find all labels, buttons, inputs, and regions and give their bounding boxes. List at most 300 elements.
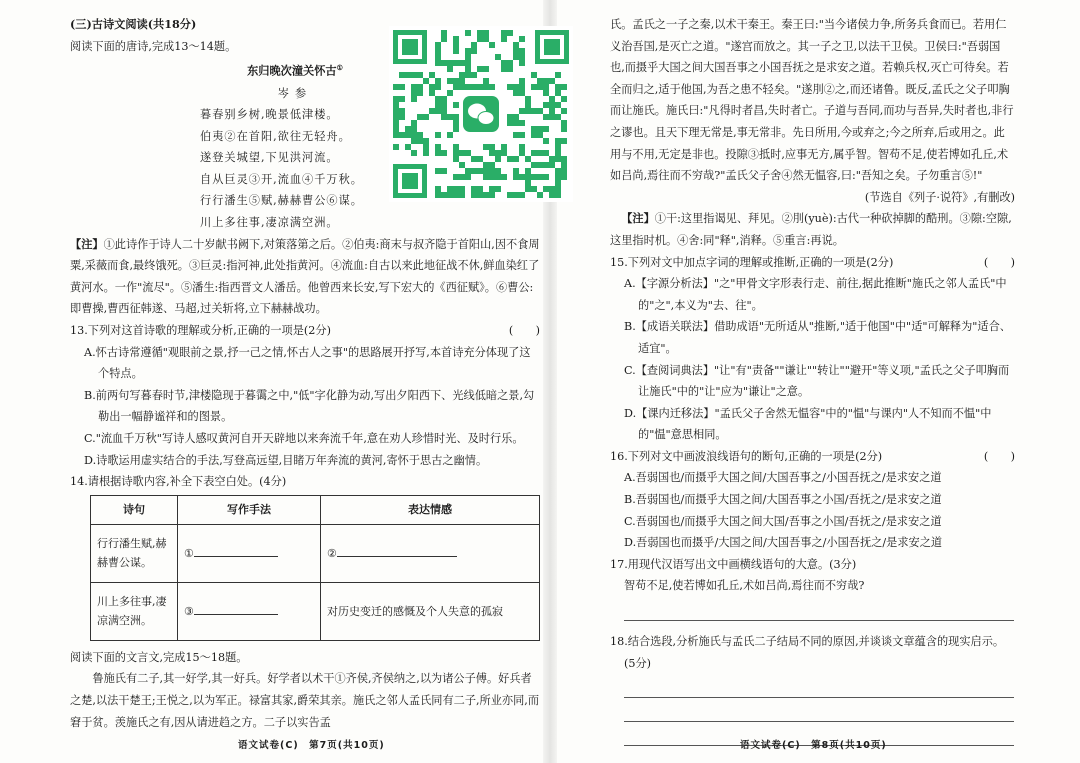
qr-module (519, 48, 525, 54)
qr-module (555, 72, 561, 78)
qr-module (495, 156, 501, 162)
qr-module (459, 84, 465, 90)
qr-module (519, 132, 525, 138)
qr-module (423, 138, 429, 144)
qr-module (519, 90, 525, 96)
qr-finder-top-left (393, 30, 427, 64)
qr-module (549, 114, 555, 120)
qr-module (543, 162, 549, 168)
qr-finder-top-right (535, 30, 569, 64)
poem-intro: 阅读下面的唐诗,完成13～14题。 (70, 39, 237, 53)
question-14: 14.请根据诗歌内容,补全下表空白处。(4分) (70, 475, 287, 489)
qr-module (507, 30, 513, 36)
qr-module (531, 132, 537, 138)
table-cell-blank-3[interactable]: ③ (178, 582, 321, 640)
qr-module (549, 156, 555, 162)
qr-module (525, 108, 531, 114)
qr-module (471, 72, 477, 78)
qr-module (447, 66, 453, 72)
poem-line: 行行潘生⑤赋,赫赫曹公⑥谋。 (200, 194, 363, 208)
qr-module (531, 162, 537, 168)
qr-module (537, 150, 543, 156)
qr-module (453, 102, 459, 108)
q16-option-c[interactable]: C.吾弱国也/而摄乎大国之间大国/吾事之小国/吾抚之/是求安之道 (624, 514, 942, 528)
q16-option-d[interactable]: D.吾弱国也而摄乎/大国之间/大国吾事之/小国吾抚之/是求安之道 (624, 536, 943, 550)
qr-module (411, 126, 417, 132)
qr-module (423, 150, 429, 156)
qr-module (555, 186, 561, 192)
qr-module (549, 192, 555, 198)
qr-module (483, 84, 489, 90)
qr-module (513, 120, 519, 126)
qr-module (459, 150, 465, 156)
qr-module (555, 138, 561, 144)
qr-module (489, 144, 495, 150)
source-note: (节选自《列子·说符》,有删改) (864, 190, 1015, 204)
qr-module (435, 192, 441, 198)
qr-module (459, 78, 465, 84)
qr-module (465, 174, 471, 180)
qr-module (465, 54, 471, 60)
qr-module (555, 156, 561, 162)
qr-module (561, 126, 567, 132)
question-16 (610, 446, 1015, 468)
qr-module (489, 168, 495, 174)
qr-module (555, 174, 561, 180)
table-cell-blank-2[interactable]: ② (321, 524, 540, 582)
qr-module (447, 186, 453, 192)
qr-module (495, 54, 501, 60)
question-17: 17.用现代汉语写出文中画横线语句的大意。(3分) (610, 557, 857, 571)
qr-module (507, 66, 513, 72)
qr-module (459, 60, 465, 66)
qr-module (519, 144, 525, 150)
qr-module (525, 156, 531, 162)
qr-module (435, 60, 441, 66)
qr-module (549, 102, 555, 108)
q15-option-b[interactable]: B.【成语关联法】借助成语"无所适从"推断,"适于他国"中"适"可解释为"适合、适宜"。 (624, 320, 1011, 355)
qr-module (531, 150, 537, 156)
qr-module (453, 156, 459, 162)
qr-module (465, 168, 471, 174)
qr-module (441, 192, 447, 198)
qr-module (537, 78, 543, 84)
qr-module (411, 90, 417, 96)
qr-module (417, 72, 423, 78)
q13-answer-bracket[interactable]: ( ) (508, 324, 540, 338)
qr-module (417, 132, 423, 138)
poem-line: 遂登关城望,下见洪河流。 (200, 151, 339, 165)
qr-module (465, 84, 471, 90)
qr-module (465, 30, 471, 36)
qr-module (459, 174, 465, 180)
qr-module (513, 84, 519, 90)
table-cell-line: 川上多往事,凄凉满空洲。 (91, 582, 178, 640)
q15-stem: 15.下列对文中加点字词的理解或推断,正确的一项是(2分) (610, 255, 894, 269)
qr-module (507, 120, 513, 126)
qr-module (453, 114, 459, 120)
prose-intro: 阅读下面的文言文,完成15～18题。 (70, 650, 248, 664)
qr-module (477, 84, 483, 90)
qr-module (435, 84, 441, 90)
q18-answer-line[interactable] (624, 698, 1014, 722)
qr-module (459, 162, 465, 168)
qr-module (513, 168, 519, 174)
qr-module (441, 102, 447, 108)
qr-module (489, 162, 495, 168)
q16-stem: 16.下列对文中画波浪线语句的断句,正确的一项是(2分) (610, 449, 883, 463)
qr-module (477, 186, 483, 192)
qr-module (525, 96, 531, 102)
q15-answer-bracket[interactable]: ( ) (983, 255, 1015, 269)
q17-answer-line[interactable] (624, 597, 1014, 621)
qr-module (525, 102, 531, 108)
q18-answer-line[interactable] (624, 674, 1014, 698)
qr-module (561, 108, 567, 114)
qr-module (489, 84, 495, 90)
qr-module (549, 108, 555, 114)
poem-author: 岑参 (277, 86, 313, 100)
qr-module (531, 186, 537, 192)
qr-module (447, 78, 453, 84)
qr-module (489, 174, 495, 180)
qr-module (441, 60, 447, 66)
qr-module (537, 192, 543, 198)
qr-module (483, 30, 489, 36)
qr-module (501, 30, 507, 36)
note-text: ①此诗作于诗人二十岁献书阙下,对策落第之后。②伯夷:商末与叔齐隐于首阳山,因不食周粟,采薇而食,最终饿死。③巨灵:指河神,此处指黄河。④流血:自古以来此地征战不休,鲜血染红了黄河水。一作"流尽"。⑤潘生:指西晋文人潘岳。他曾西来长安,写下宏大的《西征赋》。⑥曹公:即曹操,曹西征韩遂、马超,过关斩将,立下赫赫战功。 (70, 237, 540, 316)
q16-option-a[interactable]: A.吾弱国也/而摄乎大国之间/大国吾事之/小国吾抚之/是求安之道 (624, 471, 942, 485)
poem-line: 伯夷②在首阳,欲往无轻舟。 (200, 129, 351, 143)
qr-module (489, 192, 495, 198)
qr-module (453, 42, 459, 48)
qr-module (465, 72, 471, 78)
qr-module (483, 66, 489, 72)
q13-option-c[interactable]: C."流血千万秋"写诗人感叹黄河自开天辟地以来奔流千年,意在劝人珍惜时光、及时行乐。 (84, 432, 524, 446)
qr-module (549, 96, 555, 102)
question-13 (70, 320, 540, 342)
qr-module (537, 84, 543, 90)
qr-module (531, 84, 537, 90)
qr-module (561, 162, 567, 168)
q13-option-b[interactable]: B.前两句写暮春时节,津楼隐现于暮霭之中,"低"字化静为动,写出夕阳西下、光线低暗之景,勾勒出一幅静谧祥和的图景。 (84, 388, 535, 424)
qr-module (453, 150, 459, 156)
qr-module (399, 72, 405, 78)
qr-module (447, 60, 453, 66)
page-footer-right: 语文试卷(C) 第8页(共10页) (740, 740, 887, 751)
q13-option-a[interactable]: A.怀古诗常遵循"观眼前之景,抒一己之情,怀古人之事"的思路展开抒写,本首诗充分体现了这个特点。 (84, 345, 531, 381)
qr-module (555, 90, 561, 96)
qr-module (507, 156, 513, 162)
qr-module (495, 168, 501, 174)
qr-module (471, 48, 477, 54)
qr-module (525, 180, 531, 186)
qr-module (495, 186, 501, 192)
page-footer-left: 语文试卷(C) 第7页(共10页) (238, 740, 385, 751)
qr-module (453, 174, 459, 180)
qr-module (471, 84, 477, 90)
qr-module (543, 186, 549, 192)
qr-module (561, 138, 567, 144)
q17-quote: 智苟不足,使若博如孔丘,术如吕尚,焉往而不穷哉? (624, 579, 865, 593)
qr-module (435, 168, 441, 174)
qr-module (483, 162, 489, 168)
qr-module (393, 96, 399, 102)
prose-text: 鲁施氏有二子,其一好学,其一好兵。好学者以术干①齐侯,齐侯纳之,以为诸公子傅。好兵者之楚,以法干楚王;王悦之,以为军正。禄富其家,爵荣其亲。施氏之邻人孟氏同有二子,所业亦同,而窘于贫。羡施氏之有,因从请进趋之方。二子以实告孟 (70, 672, 540, 729)
qr-module (531, 108, 537, 114)
q14-table (90, 495, 540, 641)
qr-module (465, 66, 471, 72)
qr-module (561, 168, 567, 174)
qr-module (549, 162, 555, 168)
qr-module (447, 132, 453, 138)
qr-module (543, 78, 549, 84)
qr-module (453, 48, 459, 54)
qr-module (519, 60, 525, 66)
question-15 (610, 252, 1015, 274)
qr-module (417, 90, 423, 96)
qr-module (513, 174, 519, 180)
qr-module (453, 60, 459, 66)
qr-module (543, 174, 549, 180)
qr-module (441, 36, 447, 42)
qr-module (501, 174, 507, 180)
qr-module (441, 168, 447, 174)
poem-line: 自从巨灵③开,流血④千万秋。 (200, 172, 363, 186)
qr-module (435, 78, 441, 84)
qr-module (405, 144, 411, 150)
qr-module (549, 186, 555, 192)
qr-module (483, 192, 489, 198)
qr-module (537, 108, 543, 114)
qr-module (459, 186, 465, 192)
qr-module (525, 186, 531, 192)
prose-continued: 氏。孟氏之一子之秦,以术干秦王。秦王曰:"当今诸侯力争,所务兵食而已。若用仁义治吾国,是灭亡之道。"遂宫而放之。其一子之卫,以法干卫侯。卫侯曰:"吾弱国也,而摄乎大国之间大国吾事之小国吾抚之是求安之道。若赖兵权,灭亡可待矣。若全而归之,适于他国,为吾之患不轻矣。"遂刖②之,而还诸鲁。既反,孟氏之父子叩胸而让施氏。施氏曰:"凡得时者昌,失时者亡。子道与吾同,而功与吾异,失时者也,非行之谬也。且天下理无常是,事无常非。先日所用,今或弃之;今之所弃,后或用之。此用与不用,无定是非也。投隙③抵时,应事无方,属乎智。智苟不足,使若博如孔丘,术如吕尚,焉往而不穷哉?"孟氏父子舍④然无愠容,曰:"吾知之矣。子勿重言⑤!" (610, 18, 1014, 183)
qr-module (393, 102, 399, 108)
qr-module (453, 78, 459, 84)
qr-module (471, 186, 477, 192)
qr-code[interactable] (389, 26, 573, 202)
qr-module (477, 30, 483, 36)
q13-option-d[interactable]: D.诗歌运用虚实结合的手法,写登高远望,目睹万年奔流的黄河,寄怀于思古之幽情。 (84, 453, 488, 467)
qr-module (393, 84, 399, 90)
qr-module (393, 108, 399, 114)
qr-module (513, 156, 519, 162)
qr-module (435, 96, 441, 102)
qr-module (513, 42, 519, 48)
qr-module (453, 126, 459, 132)
qr-module (555, 150, 561, 156)
qr-module (555, 102, 561, 108)
qr-module (483, 168, 489, 174)
qr-module (477, 66, 483, 72)
qr-module (447, 90, 453, 96)
qr-module (399, 114, 405, 120)
qr-module (483, 174, 489, 180)
qr-module (555, 84, 561, 90)
table-cell-blank-1[interactable]: ① (178, 524, 321, 582)
qr-module (423, 144, 429, 150)
table-header: 诗句 (91, 495, 178, 524)
qr-module (519, 78, 525, 84)
qr-module (561, 120, 567, 126)
qr-module (453, 36, 459, 42)
qr-module (477, 192, 483, 198)
qr-module (471, 42, 477, 48)
qr-module (477, 168, 483, 174)
qr-module (447, 192, 453, 198)
poem-notes (70, 234, 540, 320)
qr-module (537, 132, 543, 138)
qr-module (489, 186, 495, 192)
qr-module (411, 120, 417, 126)
qr-module (501, 150, 507, 156)
qr-module (519, 192, 525, 198)
qr-module (435, 186, 441, 192)
qr-module (495, 150, 501, 156)
qr-module (519, 84, 525, 90)
note-label: 【注】 (621, 211, 655, 226)
qr-module (483, 144, 489, 150)
qr-module (447, 114, 453, 120)
section-title: (三)古诗文阅读(共18分) (70, 17, 197, 31)
qr-module (423, 114, 429, 120)
qr-module (417, 114, 423, 120)
note-text: ①干:这里指谒见、拜见。②刖(yuè):古代一种砍掉脚的酷刑。③隙:空隙,这里指时机。④舍:同"释",消释。⑤重言:再说。 (610, 212, 1012, 247)
qr-module (555, 192, 561, 198)
q15-option-d[interactable]: D.【课内迁移法】"孟氏父子舍然无愠容"中的"愠"与课内"人不知而不愠"中的"愠"意思相同。 (624, 406, 992, 442)
qr-module (411, 96, 417, 102)
qr-module (519, 54, 525, 60)
qr-module (429, 72, 435, 78)
qr-module (531, 174, 537, 180)
qr-module (519, 108, 525, 114)
qr-module (411, 72, 417, 78)
note-label: 【注】 (70, 236, 104, 251)
qr-module (531, 126, 537, 132)
wechat-icon (460, 93, 502, 135)
qr-module (507, 60, 513, 66)
qr-module (429, 90, 435, 96)
qr-module (513, 90, 519, 96)
qr-module (537, 126, 543, 132)
qr-module (441, 30, 447, 36)
poem-title: 东归晚次潼关怀古① (247, 63, 343, 78)
qr-module (519, 174, 525, 180)
qr-module (441, 114, 447, 120)
qr-module (555, 180, 561, 186)
qr-module (441, 96, 447, 102)
qr-module (549, 78, 555, 84)
q16-answer-bracket[interactable]: ( ) (983, 449, 1015, 463)
qr-module (435, 150, 441, 156)
qr-module (465, 150, 471, 156)
qr-module (543, 138, 549, 144)
qr-module (555, 114, 561, 120)
qr-module (435, 42, 441, 48)
qr-module (489, 42, 495, 48)
qr-module (525, 168, 531, 174)
qr-module (477, 36, 483, 42)
qr-module (441, 150, 447, 156)
qr-module (435, 108, 441, 114)
poem-title-note: ① (336, 63, 343, 73)
qr-module (495, 174, 501, 180)
q15-option-a[interactable]: A.【字源分析法】"之"甲骨文字形表行走、前往,据此推断"施氏之邻人孟氏"中的"之",本义为"去、往"。 (624, 277, 1007, 312)
qr-module (501, 144, 507, 150)
qr-module (561, 84, 567, 90)
qr-module (507, 84, 513, 90)
qr-module (393, 126, 399, 132)
qr-module (513, 54, 519, 60)
qr-module (435, 54, 441, 60)
qr-module (453, 120, 459, 126)
qr-module (483, 36, 489, 42)
qr-module (519, 120, 525, 126)
qr-module (405, 132, 411, 138)
qr-module (561, 96, 567, 102)
poem-line: 川上多往事,凄凉满空洲。 (200, 216, 339, 230)
qr-module (501, 36, 507, 42)
qr-module (471, 192, 477, 198)
qr-module (465, 48, 471, 54)
table-cell-line: 行行潘生赋,赫赫曹公谋。 (91, 524, 178, 582)
prose-notes (610, 208, 1015, 251)
qr-module (453, 192, 459, 198)
qr-module (513, 114, 519, 120)
qr-module (459, 72, 465, 78)
qr-module (507, 114, 513, 120)
table-header: 写作手法 (178, 495, 321, 524)
qr-module (411, 138, 417, 144)
qr-module (459, 192, 465, 198)
right-page (610, 14, 1015, 754)
qr-module (507, 192, 513, 198)
qr-module (537, 162, 543, 168)
qr-module (453, 144, 459, 150)
q16-option-b[interactable]: B.吾弱国也/而摄乎大国之间/大国吾事之小国/吾抚之/是求安之道 (624, 493, 942, 507)
qr-module (537, 174, 543, 180)
qr-module (399, 96, 405, 102)
qr-module (417, 84, 423, 90)
qr-module (561, 174, 567, 180)
qr-module (483, 78, 489, 84)
q13-stem: 13.下列对这首诗歌的理解或分析,正确的一项是(2分) (70, 324, 331, 338)
qr-module (399, 84, 405, 90)
qr-module (453, 84, 459, 90)
qr-module (543, 150, 549, 156)
qr-module (555, 168, 561, 174)
qr-module (513, 48, 519, 54)
qr-module (513, 192, 519, 198)
qr-module (411, 132, 417, 138)
qr-module (411, 150, 417, 156)
q15-option-c[interactable]: C.【查阅词典法】"让"有"责备""谦让""转让""避开"等义项,"孟氏之父子叩胸而让施氏"中的"让"应为"谦让"之意。 (624, 363, 1010, 399)
question-18: 18.结合选段,分析施氏与孟氏二子结局不同的原因,并谈谈文章蕴含的现实启示。(5分) (610, 635, 1005, 670)
qr-module (555, 144, 561, 150)
qr-module (429, 108, 435, 114)
qr-module (465, 60, 471, 66)
qr-module (489, 150, 495, 156)
qr-module (543, 84, 549, 90)
table-cell-emotion: 对历史变迁的感慨及个人失意的孤寂 (321, 582, 540, 640)
qr-module (513, 132, 519, 138)
qr-module (435, 144, 441, 150)
table-header: 表达情感 (321, 495, 540, 524)
qr-module (423, 78, 429, 84)
qr-module (435, 102, 441, 108)
qr-finder-bottom-left (393, 164, 427, 198)
